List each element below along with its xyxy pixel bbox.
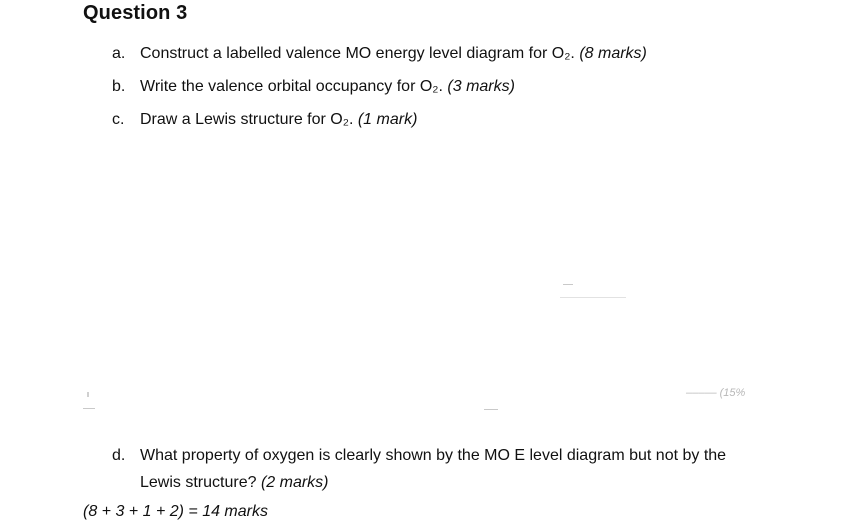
scan-artifact-line [560,297,626,298]
item-prompt: Draw a Lewis structure for O₂. [140,111,354,128]
scan-artifact-mark [87,392,89,397]
item-marker: c. [112,111,125,128]
item-text [140,106,417,133]
item-prompt: Construct a labelled valence MO energy level diagram for O₂. [140,45,575,62]
item-marks: (3 marks) [447,78,515,95]
item-marker: a. [112,45,126,62]
question-item-d [112,442,772,496]
item-text [140,40,647,67]
item-prompt: Write the valence orbital occupancy for O₂. [140,78,443,95]
item-prompt: What property of oxygen is clearly shown by the MO E level diagram but not by the Lewis structure? [140,447,727,491]
total-marks: (8 + 3 + 1 + 2) = 14 marks [83,503,268,520]
scan-artifact-line [484,409,498,410]
scan-artifact-line [83,408,95,409]
scan-artifact-line [563,284,573,285]
question-heading: Question 3 [83,2,188,24]
item-marks: (8 marks) [579,45,647,62]
item-marks: (1 mark) [357,111,418,128]
scan-artifact-text: ––––– (15% [686,387,746,399]
item-text [140,73,515,100]
item-text [140,442,760,496]
item-marker: d. [112,447,126,464]
item-marks: (2 marks) [260,474,329,491]
item-marker: b. [112,78,126,95]
